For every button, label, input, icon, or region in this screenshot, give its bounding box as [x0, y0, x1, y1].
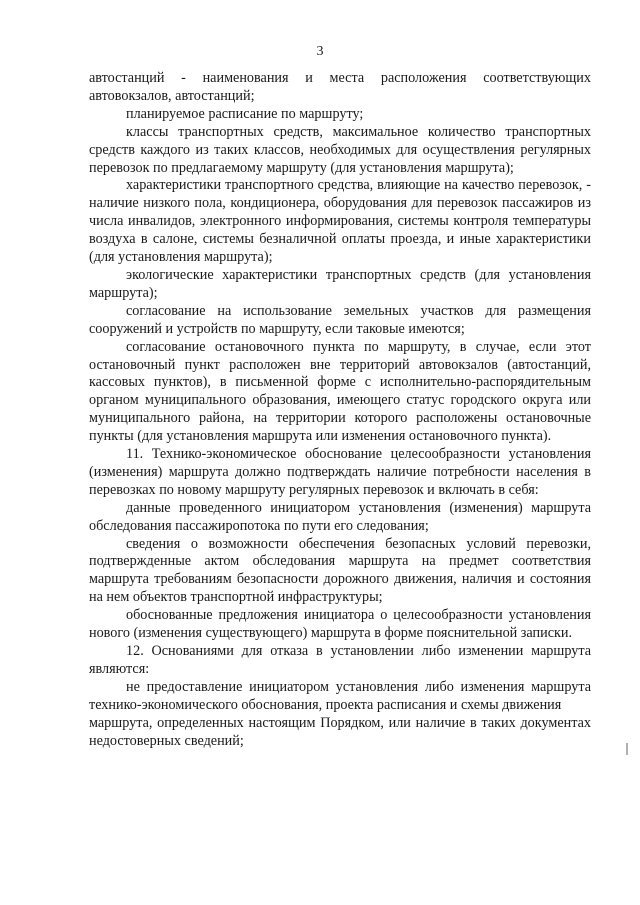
paragraph-land-use-approval: согласование на использование земельных участков для размещения сооружений и устройств по маршруту, если таковые имеются; — [89, 302, 591, 337]
paragraph-safety-conditions: сведения о возможности обеспечения безопасных условий перевозки, подтвержденные актом обследования маршрута на предмет соответствия маршрута требованиям безопасности дорожного движения, наличия и состояния на нем объектов транспортной инфраструктуры; — [89, 535, 591, 606]
paragraph-justified-proposals: обоснованные предложения инициатора о целесообразности установления нового (изменения существующего) маршрута в форме пояснительной записки. — [89, 607, 591, 642]
scan-mark — [626, 743, 628, 755]
paragraph-ecological-characteristics: экологические характеристики транспортных средств (для установления маршрута); — [89, 266, 591, 301]
paragraph-section-12: 12. Основаниями для отказа в установлении либо изменении маршрута являются: — [89, 643, 591, 677]
paragraph-section-11: 11. Технико-экономическое обоснование целесообразности установления (изменения) маршрута должно подтверждать наличие потребности населения в перевозках по новому маршруту регулярных перевозок и включать в себя: — [89, 446, 591, 498]
paragraph-bus-stations: автостанций - наименования и места расположения соответствующих автовокзалов, автостанций; — [89, 70, 591, 104]
paragraph-stop-approval: согласование остановочного пункта по маршруту, в случае, если этот остановочный пункт расположен вне территорий автовокзалов (автостанций, кассовых пунктов), в письменной форме с исполнительно-распорядительным органом муниципального образования, имеющего статус городского округа или муниципального района, на территории которого расположены остановочные пункты (для установления маршрута или изменения остановочного пункта). — [89, 338, 591, 445]
paragraph-schedule: планируемое расписание по маршруту; — [126, 105, 364, 122]
page-number: 3 — [316, 44, 324, 59]
document-body — [89, 70, 591, 750]
paragraph-passenger-flow-data: данные проведенного инициатором установления (изменения) маршрута обследования пассажиропотока по пути его следования; — [89, 499, 591, 534]
paragraph-refusal-grounds-continued: маршрута, определенных настоящим Порядком, или наличие в таких документах недостоверных сведений; — [89, 714, 591, 749]
paragraph-vehicle-classes: классы транспортных средств, максимальное количество транспортных средств каждого из таких классов, необходимых для осуществления регулярных перевозок по предлагаемому маршруту (для установления маршрута); — [89, 123, 591, 176]
paragraph-vehicle-characteristics: характеристики транспортного средства, влияющие на качество перевозок, - наличие низкого пола, кондиционера, оборудования для перевозок пассажиров из числа инвалидов, электронного информирования, системы контроля температуры воздуха в салоне, системы безналичной оплаты проезда, и иные характеристики (для установления маршрута); — [89, 177, 591, 266]
paragraph-refusal-grounds: не предоставление инициатором установления либо изменения маршрута технико-экономического обоснования, проекта расписания и схемы движения — [89, 678, 591, 713]
